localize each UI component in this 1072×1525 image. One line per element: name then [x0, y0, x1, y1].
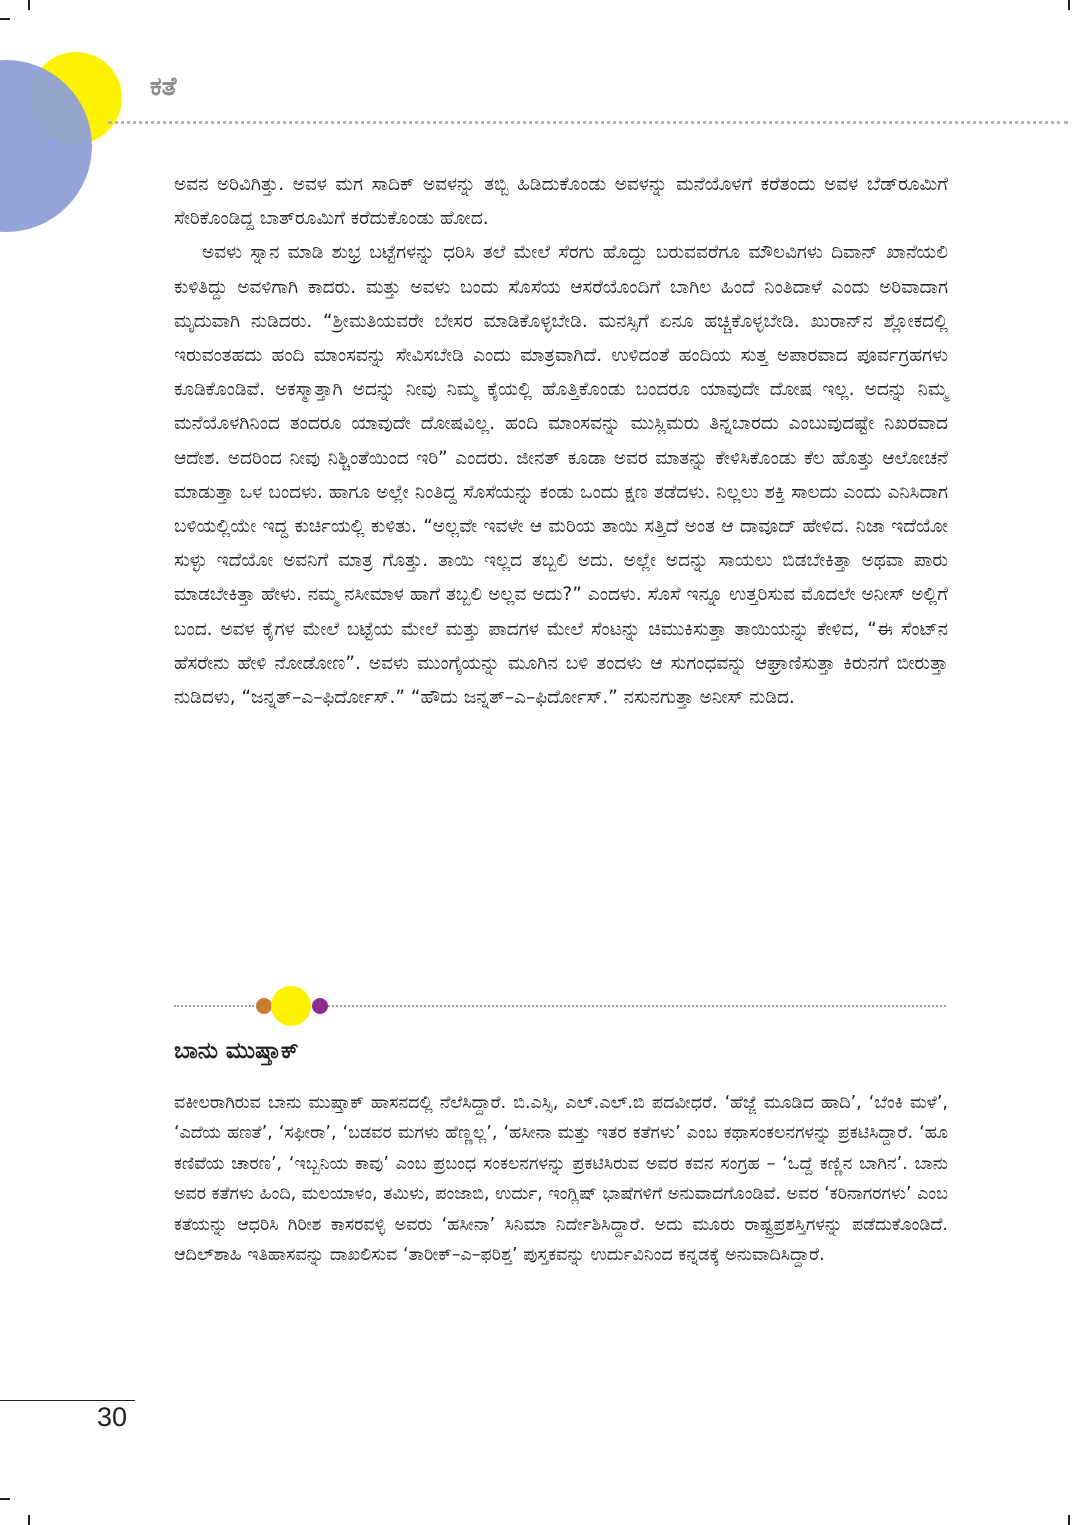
header-dotted-rule [108, 121, 1068, 124]
divider-dots [174, 1005, 254, 1007]
crop-mark [0, 1498, 10, 1500]
author-name: ಬಾನು ಮುಷ್ತಾಕ್ [174, 1038, 299, 1064]
purple-dot-decoration [312, 998, 328, 1014]
crop-mark [1068, 0, 1070, 10]
crop-mark [28, 1515, 30, 1525]
story-paragraph: ಅವಳು ಸ್ನಾನ ಮಾಡಿ ಶುಭ್ರ ಬಟ್ಟೆಗಳನ್ನು ಧರಿಸಿ ತಲೆ ಮೇಲೆ ಸೆರಗು ಹೊದ್ದು ಬರುವವರೆಗೂ ಮೌಲವಿಗಳು ದಿವಾನ್ ಖಾನೆಯಲಿ ಕುಳಿತಿದ್ದು ಅವಳಿಗಾಗಿ ಕಾದರು. ಮತ್ತು ಅವಳು ಬಂದು ಸೊಸೆಯ ಆಸರೆಯೊಂದಿಗೆ ಬಾಗಿಲ ಹಿಂದೆ ನಿಂತಿದಾಳೆ ಎಂದು ಅರಿವಾದಾಗ ಮೃದುವಾಗಿ ನುಡಿದರು. “ಶ್ರೀಮತಿಯವರೇ ಬೇಸರ ಮಾಡಿಕೊಳ್ಳಬೇಡಿ. ಮನಸ್ಸಿಗೆ ಏನೂ ಹಚ್ಚಿಕೊಳ್ಳಬೇಡಿ. ಖುರಾನ್‌ನ ಶ್ಲೋಕದಲ್ಲಿ ಇರುವಂತಹದು ಹಂದಿ ಮಾಂಸವನ್ನು ಸೇವಿಸಬೇಡಿ ಎಂದು ಮಾತ್ರವಾಗಿದೆ. ಉಳಿದಂತೆ ಹಂದಿಯ ಸುತ್ತ ಅಪಾರವಾದ ಪೂರ್ವಗ್ರಹಗಳು ಕೂಡಿಕೊಂಡಿವೆ. ಅಕಸ್ಮಾತ್ತಾಗಿ ಅದನ್ನು ನೀವು ನಿಮ್ಮ ಕೈಯಲ್ಲಿ ಹೊತ್ತಿಕೊಂಡು ಬಂದರೂ ಯಾವುದೇ ದೋಷ ಇಲ್ಲ. ಅದನ್ನು ನಿಮ್ಮ ಮನೆಯೊಳಗಿನಿಂದ ತಂದರೂ ಯಾವುದೇ ದೋಷವಿಲ್ಲ. ಹಂದಿ ಮಾಂಸವನ್ನು ಮುಸ್ಲಿಮರು ತಿನ್ನಬಾರದು ಎಂಬುವುದಷ್ಟೇ ನಿಖರವಾದ ಆದೇಶ. ಅದರಿಂದ ನೀವು ನಿಶ್ಚಿಂತೆಯಿಂದ ಇರಿ” ಎಂದರು. ಜೀನತ್ ಕೂಡಾ ಅವರ ಮಾತನ್ನು ಕೇಳಿಸಿಕೊಂಡು ಕೆಲ ಹೊತ್ತು ಆಲೋಚನೆ ಮಾಡುತ್ತಾ ಒಳ ಬಂದಳು. ಹಾಗೂ ಅಲ್ಲೇ ನಿಂತಿದ್ದ ಸೊಸೆಯನ್ನು ಕಂಡು ಒಂದು ಕ್ಷಣ ತಡೆದಳು. ನಿಲ್ಲಲು ಶಕ್ತಿ ಸಾಲದು ಎಂದು ಎನಿಸಿದಾಗ ಬಳಿಯಲ್ಲಿಯೇ ಇದ್ದ ಕುರ್ಚಿಯಲ್ಲಿ ಕುಳಿತು. “ಅಲ್ಲವೇ ಇವಳೇ ಆ ಮರಿಯ ತಾಯಿ ಸತ್ತಿದೆ ಅಂತ ಆ ದಾವೂದ್ ಹೇಳಿದ. ನಿಜಾ ಇದೆಯೋ ಸುಳ್ಳು ಇದೆಯೋ ಅವನಿಗೆ ಮಾತ್ರ ಗೊತ್ತು. ತಾಯಿ ಇಲ್ಲದ ತಬ್ಬಲಿ ಅದು. ಅಲ್ಲೇ ಅದನ್ನು ಸಾಯಲು ಬಿಡಬೇಕಿತ್ತಾ ಅಥವಾ ಪಾರು ಮಾಡಬೇಕಿತ್ತಾ ಹೇಳು. ನಮ್ಮ ನಸೀಮಾಳ ಹಾಗೆ ತಬ್ಬಲಿ ಅಲ್ಲವ ಅದು?” ಎಂದಳು. ಸೊಸೆ ಇನ್ನೂ ಉತ್ತರಿಸುವ ಮೊದಲೇ ಅನೀಸ್ ಅಲ್ಲಿಗೆ ಬಂದ. ಅವಳ ಕೈಗಳ ಮೇಲೆ ಬಟ್ಟೆಯ ಮೇಲೆ ಮತ್ತು ಪಾದಗಳ ಮೇಲೆ ಸೆಂಟನ್ನು ಚಿಮುಕಿಸುತ್ತಾ ತಾಯಿಯನ್ನು ಕೇಳಿದ, “ಈ ಸೆಂಟ್‌ನ ಹೆಸರೇನು ಹೇಳಿ ನೋಡೋಣ”. ಅವಳು ಮುಂಗೈಯನ್ನು ಮೂಗಿನ ಬಳಿ ತಂದಳು ಆ ಸುಗಂಧವನ್ನು ಆಘ್ರಾಣಿಸುತ್ತಾ ಕಿರುನಗೆ ಬೀರುತ್ತಾ ನುಡಿದಳು, “ಜನ್ನತ್–ಎ–ಫಿರ್ದೋಸ್.” “ಹೌದು ಜನ್ನತ್–ಎ–ಫಿರ್ದೋಸ್.” ನಸುನಗುತ್ತಾ ಅನೀಸ್ ನುಡಿದ. [174, 242, 948, 709]
footer-rule [0, 1400, 135, 1401]
section-divider [174, 984, 946, 1028]
author-bio: ವಕೀಲರಾಗಿರುವ ಬಾನು ಮುಷ್ತಾಕ್ ಹಾಸನದಲ್ಲಿ ನೆಲೆಸಿದ್ದಾರೆ. ಬಿ.ಎಸ್ಸಿ, ಎಲ್.ಎಲ್.ಬಿ ಪದವೀಧರೆ. ‘ಹೆಜ್ಜೆ ಮೂಡಿದ ಹಾದಿ’, ‘ಬೆಂಕಿ ಮಳೆ’, ‘ಎದೆಯ ಹಣತೆ’, ‘ಸಫೀರಾ’, ‘ಬಡವರ ಮಗಳು ಹೆಣ್ಣಲ್ಲ’, ‘ಹಸೀನಾ ಮತ್ತು ಇತರ ಕತೆಗಳು’ ಎಂಬ ಕಥಾಸಂಕಲನಗಳನ್ನು ಪ್ರಕಟಿಸಿದ್ದಾರೆ. ‘ಹೂ ಕಣಿವೆಯ ಚಾರಣ’, ‘ಇಬ್ಬನಿಯ ಕಾವು’ ಎಂಬ ಪ್ರಬಂಧ ಸಂಕಲನಗಳನ್ನು ಪ್ರಕಟಿಸಿರುವ ಅವರ ಕವನ ಸಂಗ್ರಹ – ‘ಒದ್ದೆ ಕಣ್ಣಿನ ಬಾಗಿನ’. ಬಾನು ಅವರ ಕತೆಗಳು ಹಿಂದಿ, ಮಲಯಾಳಂ, ತಮಿಳು, ಪಂಜಾಬಿ, ಉರ್ದು, ಇಂಗ್ಲಿಷ್ ಭಾಷೆಗಳಿಗೆ ಅನುವಾದಗೊಂಡಿವೆ. ಅವರ ‘ಕರಿನಾಗರಗಳು’ ಎಂಬ ಕತೆಯನ್ನು ಆಧರಿಸಿ ಗಿರೀಶ ಕಾಸರವಳ್ಳಿ ಅವರು ‘ಹಸೀನಾ’ ಸಿನಿಮಾ ನಿರ್ದೇಶಿಸಿದ್ದಾರೆ. ಅದು ಮೂರು ರಾಷ್ಟ್ರಪ್ರಶಸ್ತಿಗಳನ್ನು ಪಡೆದುಕೊಂಡಿದೆ. ಆದಿಲ್‌ಶಾಹಿ ಇತಿಹಾಸವನ್ನು ದಾಖಲಿಸುವ ‘ತಾರೀಕ್–ಎ–ಫರಿಶ್ತ’ ಪುಸ್ತಕವನ್ನು ಉರ್ದುವಿನಿಂದ ಕನ್ನಡಕ್ಕೆ ಅನುವಾದಿಸಿದ್ದಾರೆ. [174, 1093, 948, 1266]
story-paragraph: ಅವನ ಅರಿವಿಗಿತ್ತು. ಅವಳ ಮಗ ಸಾದಿಕ್ ಅವಳನ್ನು ತಬ್ಬಿ ಹಿಡಿದುಕೊಂಡು ಅವಳನ್ನು ಮನೆಯೊಳಗೆ ಕರೆತಂದು ಅವಳ ಬೆಡ್‌ರೂಮಿಗೆ ಸೇರಿಕೊಂಡಿದ್ದ ಬಾತ್‌ರೂಮಿಗೆ ಕರೆದುಕೊಂಡು ಹೋದ. [174, 174, 948, 230]
crop-mark [1068, 1515, 1070, 1525]
divider-dots [328, 1005, 946, 1007]
yellow-dot-decoration [271, 986, 311, 1026]
page-number: 30 [97, 1402, 128, 1432]
orange-dot-decoration [256, 998, 272, 1014]
story-text [174, 168, 948, 715]
section-label: ಕತೆ [150, 72, 177, 102]
header-decoration [0, 0, 200, 240]
